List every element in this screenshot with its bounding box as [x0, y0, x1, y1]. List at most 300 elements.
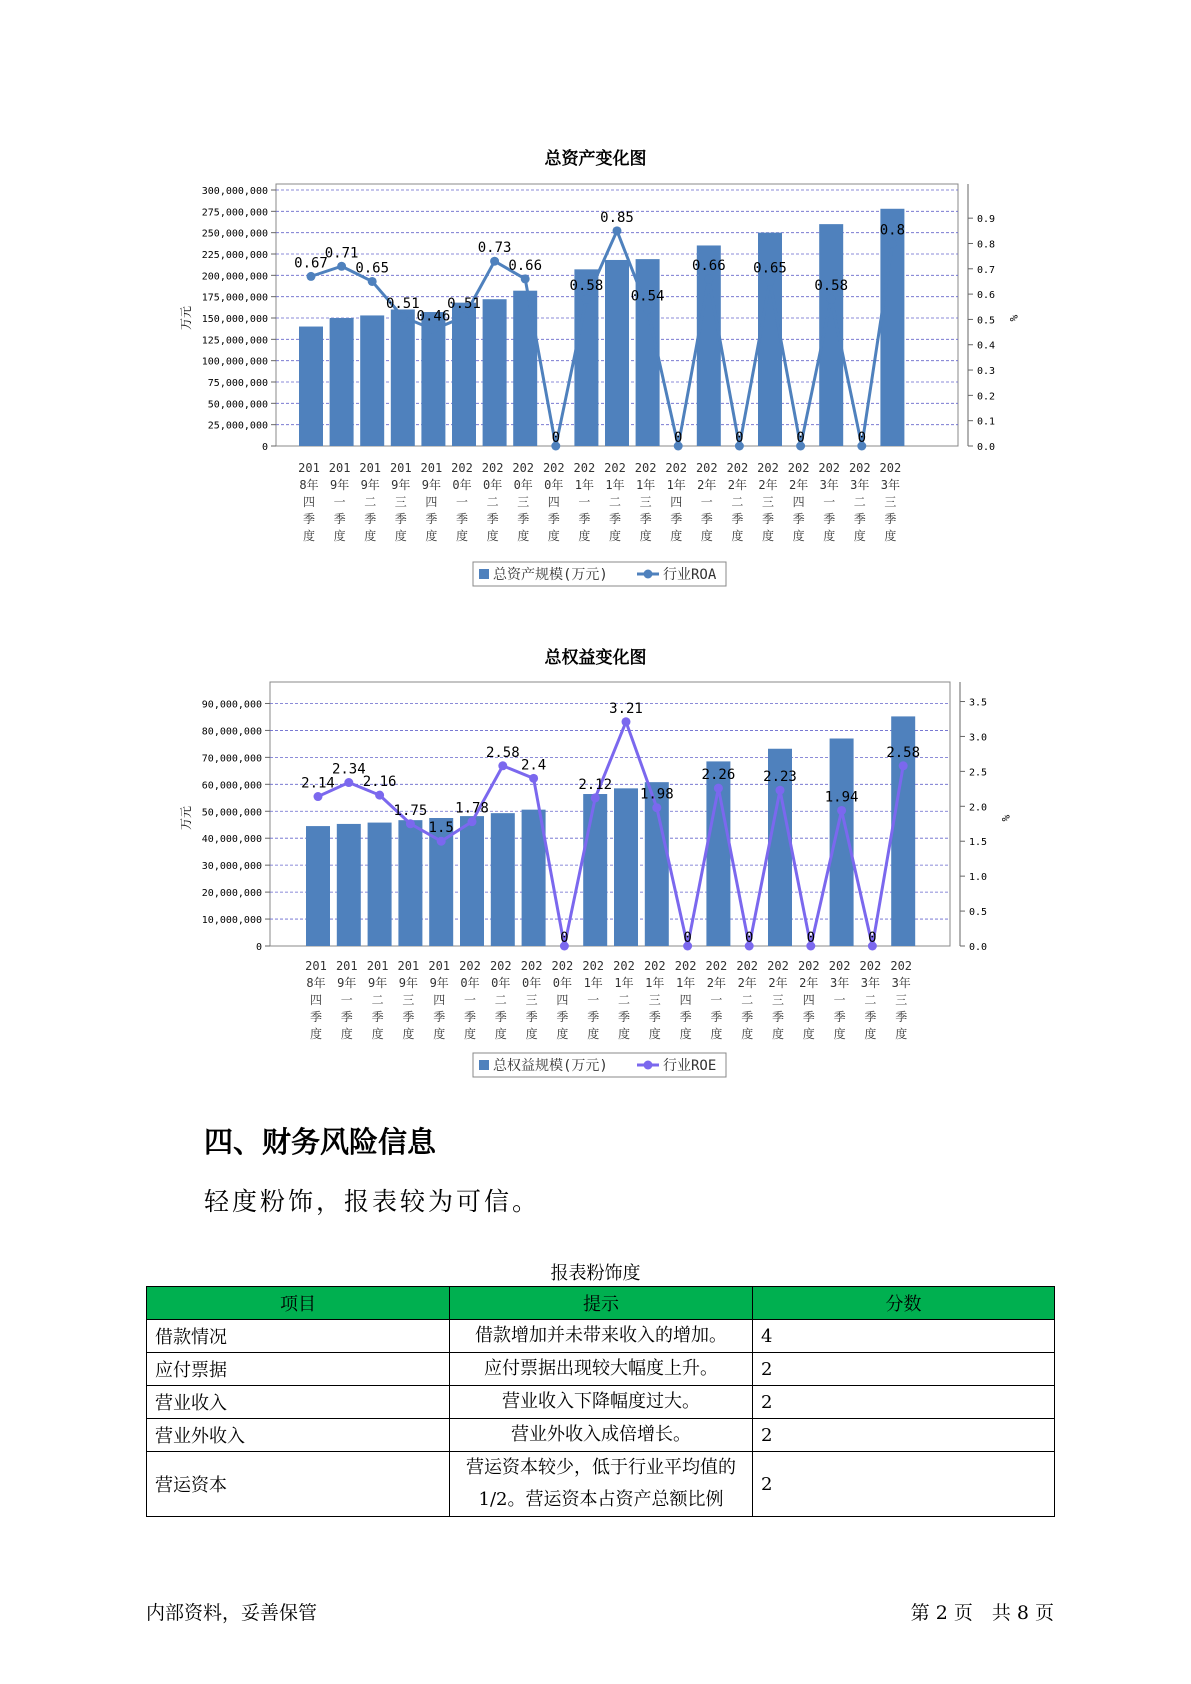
x-tick-label: 3年 — [860, 976, 881, 990]
row-item: 应付票据 — [147, 1353, 450, 1386]
point-label: 0.66 — [691, 257, 726, 274]
x-tick-label: 202 — [818, 461, 841, 475]
row-tip: 应付票据出现较大幅度上升。 — [450, 1353, 753, 1386]
x-tick-label: 季 — [710, 1010, 723, 1024]
x-tick-label: 0年 — [544, 478, 564, 492]
x-tick-label: 8年 — [306, 976, 326, 990]
x-tick-label: 1年 — [605, 478, 625, 492]
x-tick-label: 度 — [700, 529, 713, 543]
point-label: 0.66 — [508, 257, 543, 274]
point-label: 2.14 — [301, 775, 335, 792]
line-point — [766, 277, 775, 286]
x-tick-label: 202 — [848, 461, 871, 475]
x-tick-label: 202 — [573, 461, 596, 475]
x-tick-label: 202 — [767, 959, 789, 973]
y-tick-label: 70,000,000 — [201, 753, 262, 765]
x-tick-label: 季 — [648, 1010, 661, 1024]
y-tick-label: 20,000,000 — [201, 888, 262, 900]
bar — [391, 309, 415, 446]
point-label: 1.5 — [428, 820, 454, 837]
x-tick-label: 202 — [481, 461, 504, 475]
x-tick-label: 季 — [486, 512, 499, 526]
y-tick-label: 40,000,000 — [201, 834, 262, 846]
x-tick-label: 季 — [802, 1010, 815, 1024]
x-tick-label: 1年 — [645, 976, 665, 990]
legend-line-label: 行业ROA — [663, 567, 717, 583]
line-point — [314, 792, 323, 801]
point-label: 1.94 — [824, 789, 859, 806]
x-tick-label: 202 — [459, 959, 481, 973]
point-label: 0.73 — [477, 240, 512, 257]
x-tick-label: 202 — [634, 461, 657, 475]
y2-tick-label: 1.0 — [969, 872, 988, 884]
x-tick-label: 201 — [335, 959, 358, 973]
x-tick-label: 3年 — [880, 478, 901, 492]
x-tick-label: 0年 — [482, 478, 503, 492]
x-tick-label: 度 — [761, 529, 775, 543]
x-tick-label: 四 — [433, 993, 446, 1007]
x-tick-label: 季 — [302, 512, 316, 526]
x-tick-label: 二 — [608, 495, 622, 509]
x-tick-label: 202 — [879, 461, 902, 475]
x-tick-label: 度 — [364, 529, 377, 543]
x-tick-label: 四 — [309, 993, 323, 1007]
footer-page-number: 第 2 页 共 8 页 — [910, 1602, 1054, 1624]
x-tick-label: 三 — [517, 495, 530, 509]
row-tip: 营业外收入成倍增长。 — [450, 1419, 753, 1452]
y2-tick-label: 0.2 — [977, 391, 996, 403]
x-tick-label: 季 — [364, 512, 377, 526]
x-tick-label: 度 — [648, 1027, 661, 1041]
point-label: 0.58 — [569, 278, 604, 295]
x-tick-label: 四 — [556, 993, 569, 1007]
x-tick-label: 四 — [670, 495, 683, 509]
x-tick-label: 202 — [551, 959, 574, 973]
x-tick-label: 201 — [389, 461, 412, 475]
point-label: 0.71 — [324, 245, 359, 262]
y-tick-label: 50,000,000 — [207, 399, 268, 411]
line-point — [582, 295, 591, 304]
x-tick-label: 9年 — [360, 478, 380, 492]
section-heading: 四、财务风险信息 — [204, 1125, 437, 1159]
y-tick-label: 250,000,000 — [201, 228, 268, 240]
line-point — [344, 778, 353, 787]
x-tick-label: 2年 — [768, 976, 788, 990]
line-point — [406, 819, 415, 828]
x-tick-label: 2年 — [799, 976, 819, 990]
x-tick-label: 0年 — [452, 478, 472, 492]
x-tick-label: 9年 — [398, 976, 419, 990]
line-point — [529, 774, 538, 783]
line-point — [899, 761, 908, 770]
x-tick-label: 202 — [736, 959, 759, 973]
x-tick-label: 度 — [517, 529, 530, 543]
point-label: 0 — [551, 430, 561, 446]
y-tick-label: 300,000,000 — [201, 186, 268, 197]
line-point — [368, 277, 377, 286]
x-tick-label: 二 — [731, 495, 744, 509]
legend-bar-swatch — [479, 1060, 489, 1070]
y2-tick-label: 1.5 — [969, 837, 988, 849]
x-tick-label: 202 — [643, 959, 666, 973]
y-axis-label: 万元 — [179, 805, 193, 831]
x-tick-label: 二 — [371, 993, 384, 1007]
x-tick-label: 0年 — [521, 976, 542, 990]
x-tick-label: 201 — [420, 461, 443, 475]
x-tick-label: 度 — [455, 529, 469, 543]
row-tip: 借款增加并未带来收入的增加。 — [450, 1320, 753, 1353]
x-tick-label: 季 — [823, 512, 836, 526]
y-tick-label: 150,000,000 — [201, 314, 268, 325]
x-tick-label: 3年 — [891, 976, 911, 990]
x-tick-label: 1年 — [574, 478, 595, 492]
x-tick-label: 季 — [771, 1010, 785, 1024]
legend-line-marker — [644, 570, 653, 579]
point-label: 0.51 — [447, 295, 481, 312]
x-tick-label: 1年 — [583, 976, 603, 990]
x-tick-label: 三 — [771, 993, 785, 1007]
row-item: 营业外收入 — [147, 1419, 450, 1452]
table-row — [147, 1320, 1055, 1353]
point-label: 0 — [796, 430, 805, 446]
line-point — [591, 793, 600, 802]
x-tick-label: 季 — [494, 1010, 507, 1024]
x-tick-label: 二 — [617, 993, 631, 1007]
x-tick-label: 度 — [731, 529, 744, 543]
point-label: 0.51 — [385, 295, 420, 312]
legend — [473, 1053, 726, 1077]
bar — [337, 824, 361, 946]
bar — [583, 794, 607, 946]
row-score: 4 — [753, 1320, 1055, 1353]
line-point — [776, 786, 785, 795]
x-tick-label: 度 — [371, 1027, 384, 1041]
table-caption: 报表粉饰度 — [550, 1263, 641, 1284]
y-tick-label: 80,000,000 — [201, 726, 262, 738]
bar — [491, 813, 515, 946]
x-tick-label: 季 — [639, 512, 652, 526]
line-point — [490, 257, 499, 266]
point-label: 0.65 — [355, 260, 390, 277]
line-point — [652, 803, 661, 812]
table-row — [147, 1353, 1055, 1386]
header-score: 分数 — [753, 1287, 1055, 1320]
x-tick-label: 季 — [617, 1010, 631, 1024]
x-tick-label: 三 — [895, 993, 908, 1007]
line-point — [888, 239, 897, 248]
table-row — [147, 1386, 1055, 1419]
x-tick-label: 季 — [587, 1010, 600, 1024]
x-tick-label: 202 — [665, 461, 688, 475]
y-tick-label: 0 — [255, 942, 262, 953]
y-tick-label: 275,000,000 — [201, 207, 268, 219]
y2-tick-label: 0.7 — [977, 264, 996, 276]
x-tick-label: 202 — [542, 461, 565, 475]
line-point — [468, 817, 477, 826]
point-label: 0.8 — [879, 222, 906, 239]
point-label: 2.16 — [362, 774, 397, 791]
x-tick-label: 度 — [333, 529, 346, 543]
table-row — [147, 1452, 1055, 1517]
x-tick-label: 季 — [578, 512, 591, 526]
x-tick-label: 二 — [741, 993, 754, 1007]
x-tick-label: 201 — [298, 461, 320, 475]
point-label: 1.98 — [639, 786, 674, 803]
equity-chart-title: 总权益变化图 — [544, 648, 647, 668]
x-tick-label: 0年 — [513, 478, 533, 492]
x-tick-label: 二 — [864, 993, 877, 1007]
x-tick-label: 二 — [486, 495, 499, 509]
x-tick-label: 度 — [802, 1027, 815, 1041]
x-tick-label: 202 — [890, 959, 913, 973]
x-tick-label: 201 — [305, 959, 327, 973]
x-tick-label: 9年 — [391, 478, 411, 492]
point-label: 0 — [806, 930, 816, 946]
bar — [360, 315, 384, 446]
legend — [473, 562, 726, 586]
row-item: 借款情况 — [147, 1320, 450, 1353]
x-tick-label: 三 — [761, 495, 775, 509]
x-tick-label: 9年 — [421, 478, 442, 492]
x-tick-label: 度 — [792, 529, 805, 543]
x-tick-label: 度 — [639, 529, 652, 543]
point-label: 0.85 — [600, 209, 634, 226]
y2-tick-label: 0.4 — [977, 340, 996, 352]
x-tick-label: 度 — [556, 1027, 569, 1041]
point-label: 0 — [735, 430, 744, 446]
y2-tick-label: 0.9 — [977, 214, 996, 226]
x-tick-label: 二 — [853, 495, 866, 509]
line-point — [714, 784, 723, 793]
assets-chart — [0, 170, 1191, 610]
bar — [460, 816, 484, 946]
assets-chart-title: 总资产变化图 — [544, 149, 647, 169]
x-tick-label: 202 — [859, 959, 882, 973]
y-tick-label: 125,000,000 — [201, 335, 268, 347]
x-tick-label: 度 — [394, 529, 407, 543]
y-tick-label: 30,000,000 — [201, 861, 262, 873]
x-tick-label: 度 — [494, 1027, 507, 1041]
x-tick-label: 9年 — [337, 976, 357, 990]
x-tick-label: 2年 — [697, 478, 717, 492]
x-tick-label: 度 — [486, 529, 499, 543]
y2-tick-label: 0.3 — [977, 366, 996, 378]
x-tick-label: 季 — [547, 512, 560, 526]
x-tick-label: 0年 — [491, 976, 511, 990]
x-tick-label: 季 — [833, 1010, 846, 1024]
bar — [330, 318, 354, 446]
x-tick-label: 季 — [679, 1010, 692, 1024]
row-item: 营业收入 — [147, 1386, 450, 1419]
x-tick-label: 季 — [340, 1010, 353, 1024]
x-tick-label: 9年 — [367, 976, 388, 990]
x-tick-label: 季 — [700, 512, 713, 526]
y-tick-label: 175,000,000 — [201, 292, 268, 304]
x-tick-label: 四 — [547, 495, 560, 509]
x-tick-label: 201 — [359, 461, 382, 475]
bar — [605, 260, 629, 446]
legend-bar-label: 总权益规模(万元) — [493, 1058, 608, 1074]
x-tick-label: 一 — [340, 993, 353, 1007]
bar — [614, 788, 638, 946]
legend-line-marker — [644, 1061, 653, 1070]
x-tick-label: 2年 — [737, 976, 757, 990]
point-label: 2.23 — [763, 769, 797, 786]
x-tick-label: 四 — [302, 495, 316, 509]
risk-table — [146, 1286, 1055, 1517]
line-point — [704, 274, 713, 283]
line-point — [613, 226, 622, 235]
x-tick-label: 季 — [792, 512, 805, 526]
footer-left: 内部资料，妥善保管 — [146, 1602, 318, 1624]
point-label: 2.58 — [886, 744, 921, 761]
x-tick-label: 202 — [512, 461, 535, 475]
x-tick-label: 一 — [333, 495, 346, 509]
x-tick-label: 度 — [679, 1027, 692, 1041]
y-tick-label: 60,000,000 — [201, 780, 262, 792]
point-label: 0.65 — [753, 260, 787, 277]
y2-tick-label: 3.0 — [969, 732, 988, 744]
y-tick-label: 25,000,000 — [207, 420, 268, 432]
x-tick-label: 度 — [823, 529, 836, 543]
x-tick-label: 季 — [741, 1010, 754, 1024]
x-tick-label: 202 — [451, 461, 473, 475]
x-tick-label: 三 — [525, 993, 538, 1007]
x-tick-label: 季 — [670, 512, 683, 526]
x-tick-label: 季 — [425, 512, 438, 526]
x-tick-label: 季 — [761, 512, 775, 526]
y-tick-label: 10,000,000 — [201, 915, 262, 927]
x-tick-label: 201 — [428, 959, 451, 973]
x-tick-label: 1年 — [666, 478, 686, 492]
line-point — [837, 806, 846, 815]
x-tick-label: 三 — [884, 495, 897, 509]
bar — [299, 327, 323, 446]
x-tick-label: 201 — [366, 959, 389, 973]
x-tick-label: 201 — [397, 959, 420, 973]
x-tick-label: 1年 — [635, 478, 656, 492]
point-label: 0 — [744, 930, 754, 946]
x-tick-label: 度 — [864, 1027, 877, 1041]
x-tick-label: 度 — [525, 1027, 538, 1041]
x-tick-label: 四 — [802, 993, 815, 1007]
header-tip: 提示 — [450, 1287, 753, 1320]
line-point — [498, 761, 507, 770]
x-tick-label: 度 — [402, 1027, 415, 1041]
x-tick-label: 四 — [792, 495, 805, 509]
point-label: 0 — [857, 430, 867, 446]
point-label: 0.54 — [630, 288, 665, 305]
x-tick-label: 一 — [455, 495, 469, 509]
x-tick-label: 季 — [402, 1010, 415, 1024]
x-tick-label: 度 — [302, 529, 316, 543]
y2-axis-label: % — [999, 814, 1012, 822]
x-tick-label: 度 — [741, 1027, 754, 1041]
x-tick-label: 二 — [364, 495, 377, 509]
x-tick-label: 三 — [402, 993, 415, 1007]
bar — [513, 291, 537, 446]
point-label: 0.67 — [294, 255, 328, 272]
x-tick-label: 一 — [587, 993, 600, 1007]
x-tick-label: 度 — [425, 529, 438, 543]
x-tick-label: 度 — [309, 1027, 323, 1041]
section-text: 轻度粉饰，报表较为可信。 — [204, 1187, 541, 1216]
x-tick-label: 8年 — [299, 478, 319, 492]
x-tick-label: 三 — [394, 495, 407, 509]
line-point — [437, 837, 446, 846]
x-tick-label: 季 — [333, 512, 346, 526]
point-label: 0 — [683, 930, 692, 946]
x-tick-label: 季 — [463, 1010, 477, 1024]
x-tick-label: 0年 — [552, 976, 573, 990]
x-tick-label: 一 — [823, 495, 836, 509]
line-point — [398, 312, 407, 321]
point-label: 0.46 — [416, 308, 451, 325]
x-tick-label: 度 — [433, 1027, 446, 1041]
table-header-row — [147, 1287, 1055, 1320]
x-tick-label: 度 — [853, 529, 866, 543]
x-tick-label: 季 — [608, 512, 622, 526]
point-label: 0.58 — [814, 278, 849, 295]
x-tick-label: 202 — [582, 959, 605, 973]
x-tick-label: 202 — [828, 959, 851, 973]
x-tick-label: 201 — [328, 461, 351, 475]
x-tick-label: 四 — [425, 495, 438, 509]
x-tick-label: 季 — [864, 1010, 877, 1024]
row-score: 2 — [753, 1386, 1055, 1419]
row-tip: 营业收入下降幅度过大。 — [450, 1386, 753, 1419]
x-tick-label: 季 — [884, 512, 897, 526]
x-tick-label: 度 — [670, 529, 683, 543]
x-tick-label: 度 — [833, 1027, 846, 1041]
point-label: 2.34 — [331, 761, 366, 778]
x-tick-label: 度 — [884, 529, 897, 543]
point-label: 2.4 — [520, 757, 547, 774]
legend-bar-label: 总资产规模(万元) — [493, 567, 608, 583]
x-tick-label: 四 — [679, 993, 692, 1007]
x-tick-label: 季 — [731, 512, 744, 526]
point-label: 1.78 — [455, 800, 489, 817]
x-tick-label: 季 — [517, 512, 530, 526]
line-point — [521, 274, 530, 283]
x-tick-label: 9年 — [429, 976, 449, 990]
x-tick-label: 度 — [547, 529, 560, 543]
y2-tick-label: 0.0 — [977, 442, 996, 453]
x-tick-label: 度 — [710, 1027, 723, 1041]
line-point — [375, 791, 384, 800]
x-tick-label: 度 — [771, 1027, 785, 1041]
point-label: 2.58 — [485, 744, 520, 761]
x-tick-label: 202 — [695, 461, 718, 475]
point-label: 2.26 — [701, 767, 736, 784]
y-tick-label: 50,000,000 — [201, 807, 262, 819]
y2-tick-label: 0.1 — [977, 416, 996, 428]
x-tick-label: 季 — [371, 1010, 384, 1024]
point-label: 0 — [673, 430, 683, 446]
x-tick-label: 1年 — [614, 976, 634, 990]
x-tick-label: 202 — [613, 959, 635, 973]
x-tick-label: 0年 — [460, 976, 480, 990]
x-tick-label: 季 — [455, 512, 469, 526]
equity-chart — [0, 670, 1191, 1100]
x-tick-label: 3年 — [829, 976, 850, 990]
x-tick-label: 三 — [648, 993, 661, 1007]
point-label: 1.75 — [393, 802, 428, 819]
line-point — [827, 295, 836, 304]
x-tick-label: 一 — [463, 993, 477, 1007]
x-tick-label: 季 — [433, 1010, 446, 1024]
y-tick-label: 100,000,000 — [201, 356, 268, 368]
